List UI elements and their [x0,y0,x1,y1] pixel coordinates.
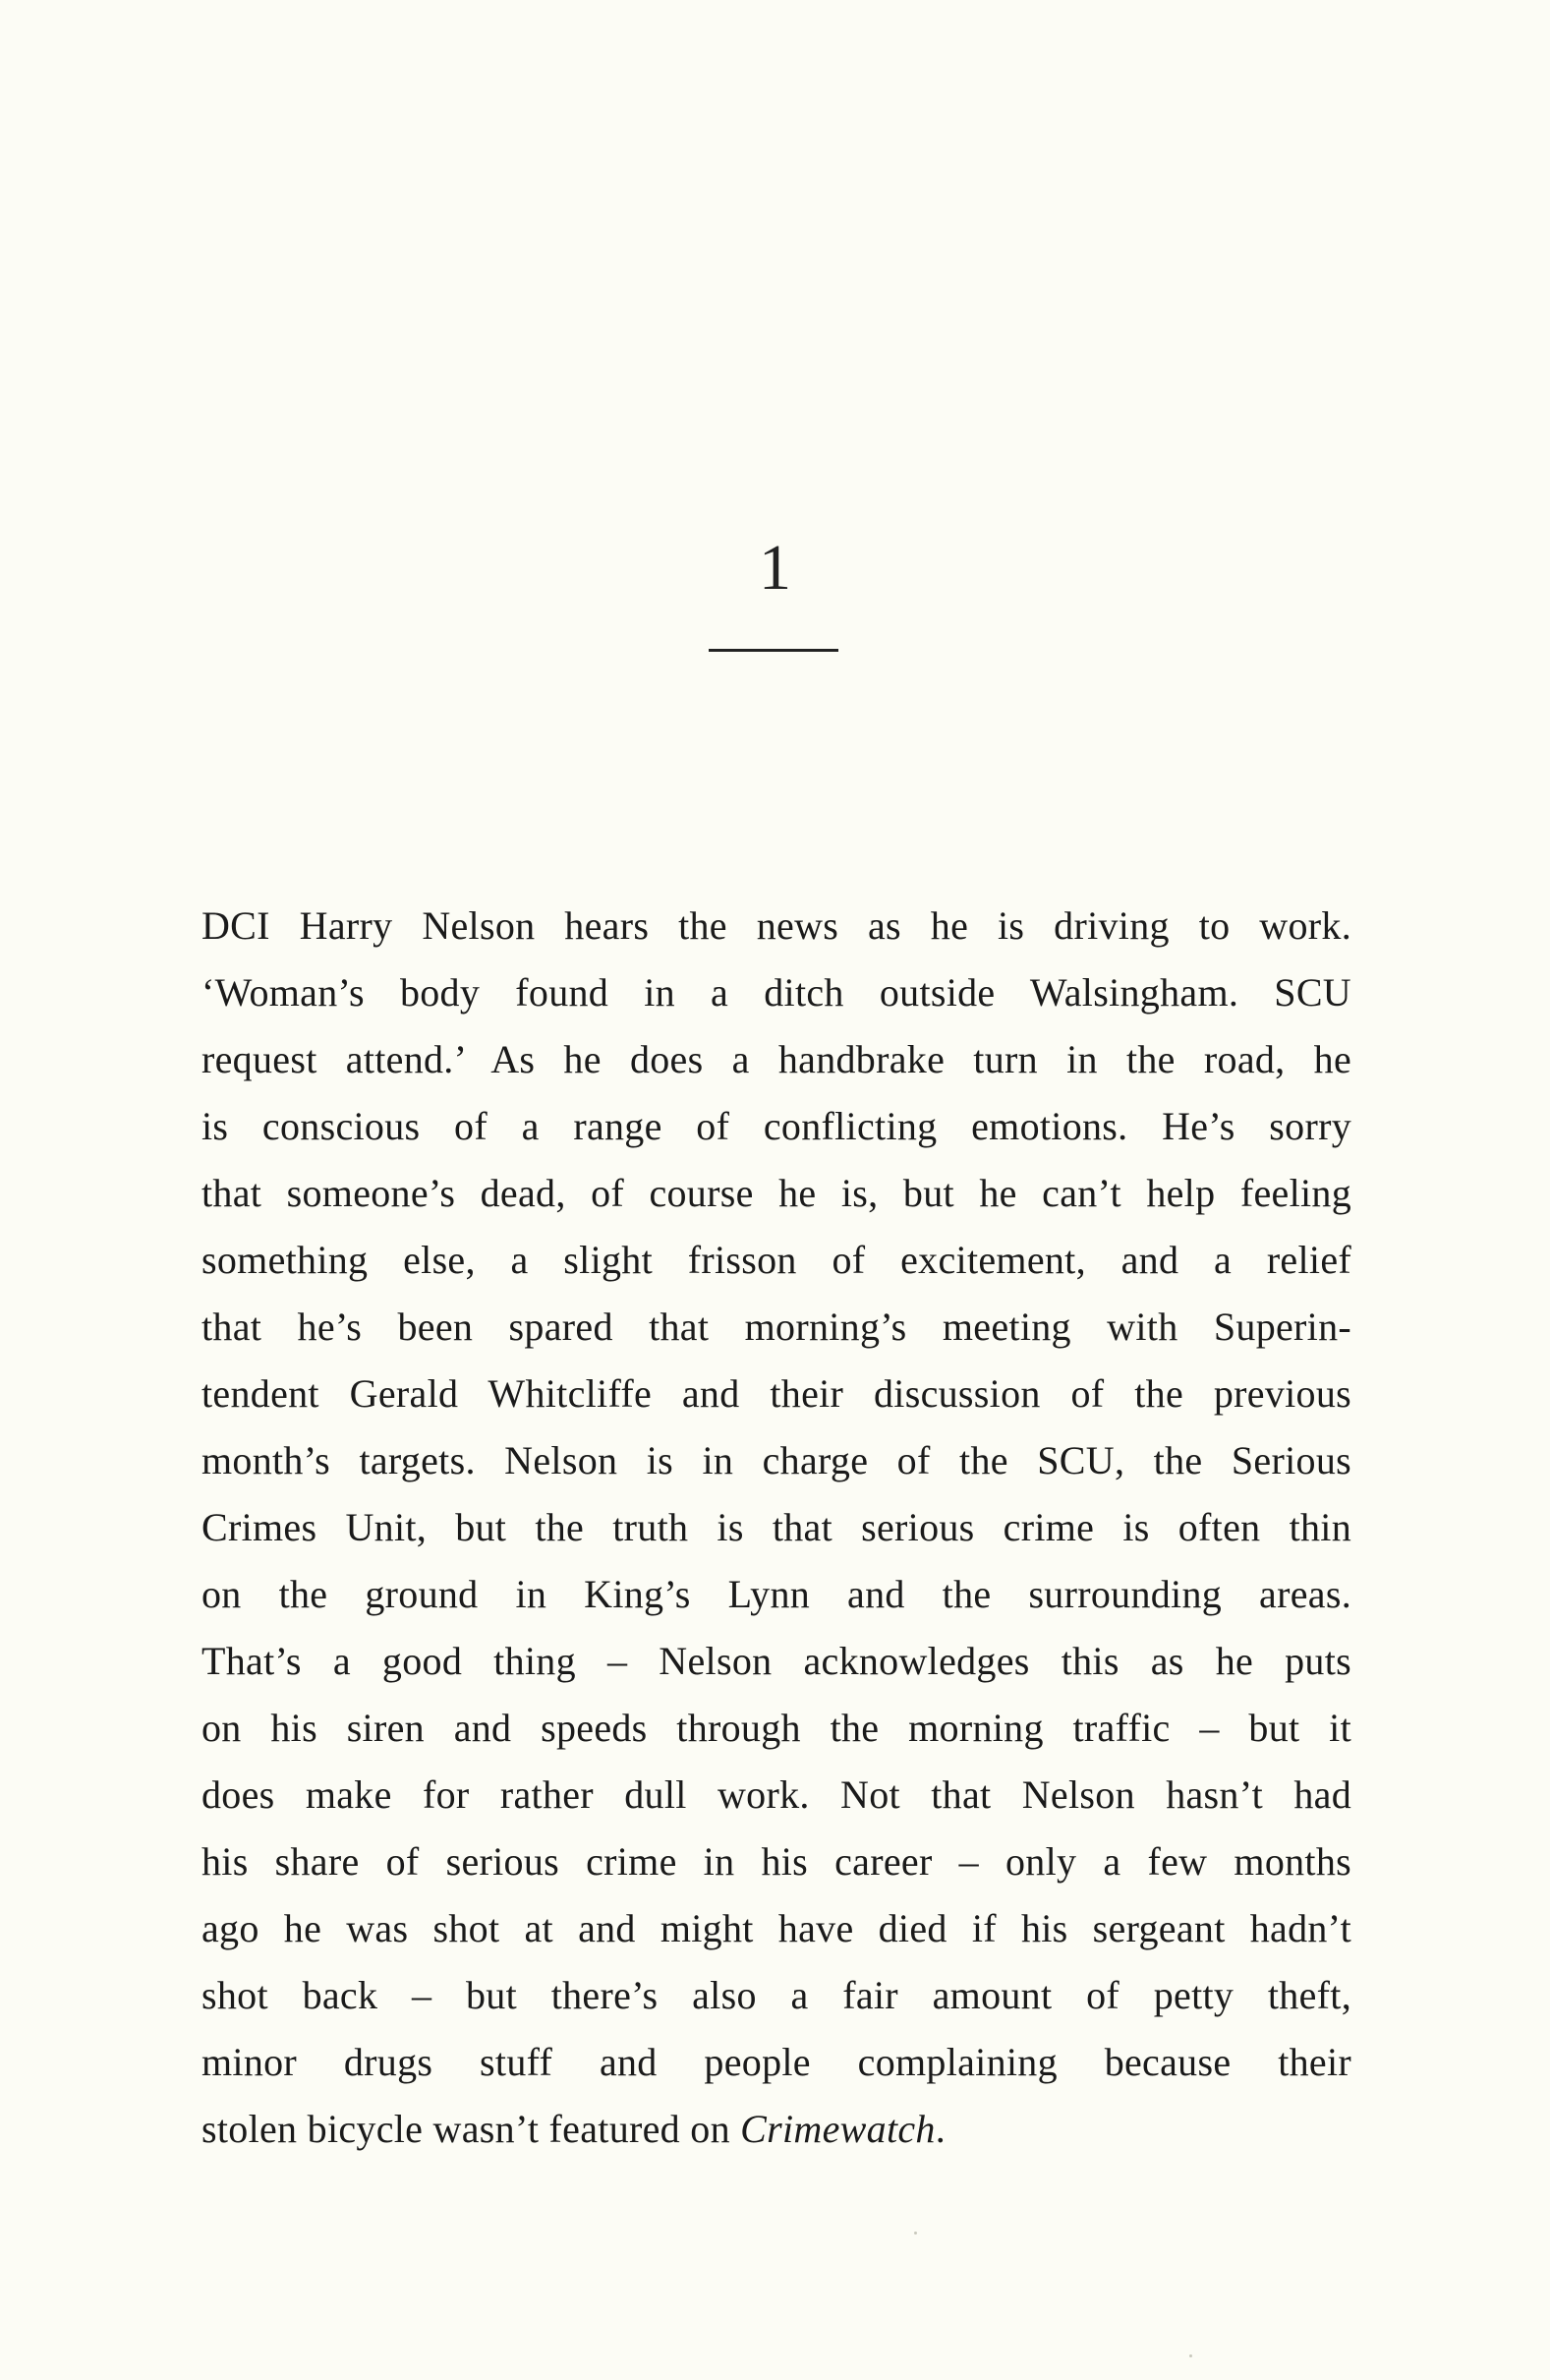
text-run: stolen bicycle wasn’t featured on [201,2107,741,2151]
paper-speck [914,2232,917,2235]
text-run: . [935,2107,947,2151]
text-line-last [201,2096,1351,2163]
text-line: on the ground in King’s Lynn and the surrounding areas. [201,1572,1351,1616]
text-line: minor drugs stuff and people complaining because their [201,2040,1351,2084]
text-line: shot back – but there’s also a fair amount of petty theft, [201,1973,1351,2017]
italic-title: Crimewatch [740,2107,936,2151]
text-line: on his siren and speeds through the morning traffic – but it [201,1706,1351,1750]
text-line: ago he was shot at and might have died if his sergeant hadn’t [201,1906,1351,1950]
paper-speck [1189,2354,1192,2357]
text-line: something else, a slight frisson of excitement, and a relief [201,1238,1351,1282]
chapter-number: 1 [759,532,791,604]
chapter-divider [709,649,838,652]
text-line: that he’s been spared that morning’s meeting with Superin- [201,1305,1351,1349]
text-line: request attend.’ As he does a handbrake turn in the road, he [201,1037,1351,1081]
text-line: DCI Harry Nelson hears the news as he is driving to work. [201,903,1351,948]
text-line: month’s targets. Nelson is in charge of the SCU, the Serious [201,1438,1351,1482]
text-line: tendent Gerald Whitcliffe and their discussion of the previous [201,1371,1351,1416]
text-line: that someone’s dead, of course he is, but he can’t help feeling [201,1171,1351,1215]
text-line: his share of serious crime in his career – only a few months [201,1839,1351,1884]
text-line: does make for rather dull work. Not that Nelson hasn’t had [201,1772,1351,1817]
text-line: is conscious of a range of conflicting emotions. He’s sorry [201,1104,1351,1148]
text-line: That’s a good thing – Nelson acknowledges this as he puts [201,1639,1351,1683]
chapter-body-paragraph [201,893,1351,2163]
text-line: Crimes Unit, but the truth is that serious crime is often thin [201,1505,1351,1549]
text-line: ‘Woman’s body found in a ditch outside Walsingham. SCU [201,970,1351,1015]
